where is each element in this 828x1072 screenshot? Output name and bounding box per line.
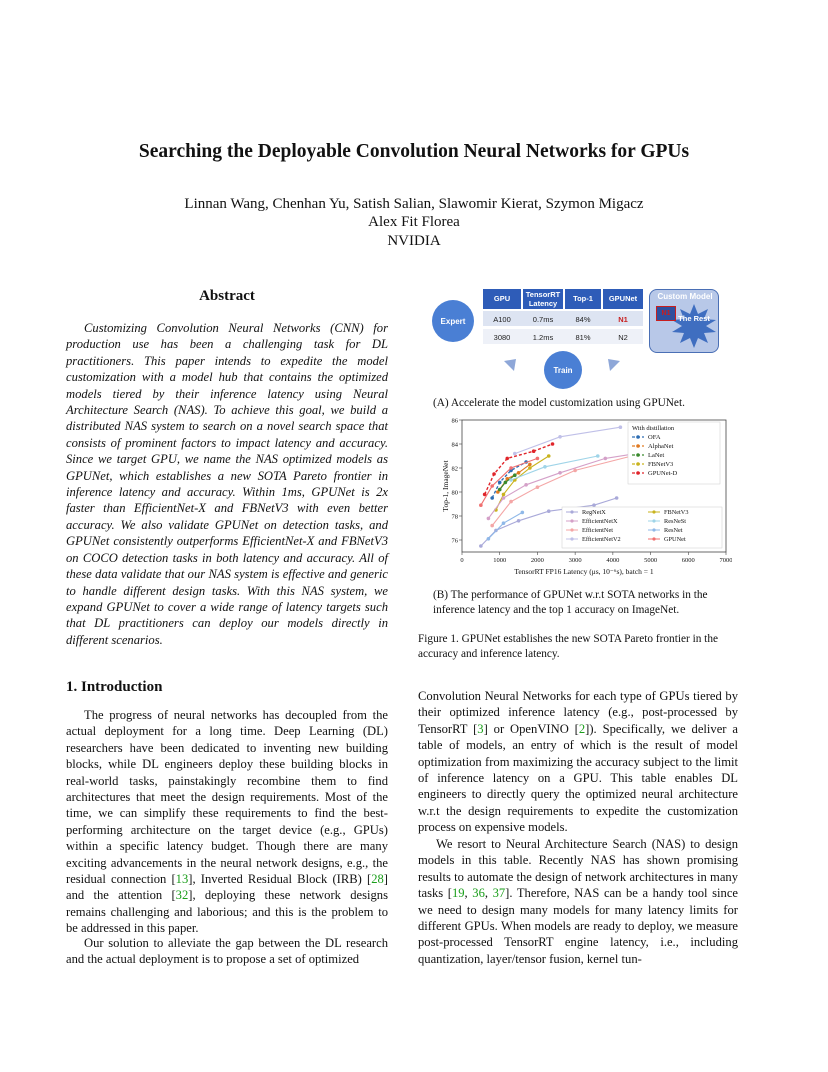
y-tick-label: 76 bbox=[451, 537, 458, 545]
legend-label: EfficientNet bbox=[582, 527, 614, 534]
x-tick-label: 4000 bbox=[606, 557, 620, 564]
expert-node bbox=[432, 300, 474, 342]
custom-model-box bbox=[649, 289, 719, 353]
series-line-GPUNet-D bbox=[485, 444, 553, 494]
table-cell: 0.7ms bbox=[532, 315, 554, 324]
legend-marker bbox=[636, 462, 640, 466]
x-tick-label: 6000 bbox=[681, 557, 695, 564]
legend-label: FBNetV3 bbox=[648, 461, 674, 468]
figure-a-diagram bbox=[420, 285, 720, 395]
custom-model-label: Custom Model bbox=[657, 292, 713, 301]
data-point-LaNet bbox=[513, 473, 517, 477]
latency-math: 1ms bbox=[281, 485, 302, 500]
y-tick-label: 86 bbox=[451, 417, 458, 425]
legend-label: AlphaNet bbox=[648, 443, 674, 450]
legend-marker bbox=[652, 528, 655, 531]
data-point-EfficientNetX bbox=[502, 496, 506, 500]
x-tick-label: 1000 bbox=[493, 557, 507, 564]
legend-marker bbox=[636, 435, 640, 439]
abstract-heading: Abstract bbox=[199, 288, 255, 304]
author-list: Linnan Wang, Chenhan Yu, Satish Salian, Slawomir Kierat, Szymon Migacz bbox=[184, 196, 644, 212]
legend-marker bbox=[636, 453, 640, 457]
data-point-ResNet bbox=[521, 511, 525, 515]
right-paragraph-2: We resort to Neural Architecture Search (NAS) to design models in this table. Recently NAS has shown promising results to automate the design of network architectures in many tasks [19, 36, 37]. Therefore, NAS can be a handy tool since we need to design many models for many latency limits for different GPUs. When models are ready to deploy, we measure post-processed TensorRT engine latency, i.e., including quantization, layer/tensor fusion, kernel tun- bbox=[418, 837, 739, 966]
table-header: GPUNet bbox=[603, 289, 643, 309]
data-point-GPUNet bbox=[536, 457, 540, 461]
expert-label: Expert bbox=[440, 316, 466, 326]
data-point-EfficientNetV2 bbox=[619, 425, 623, 429]
data-point-RegNetX bbox=[547, 509, 551, 513]
data-point-EfficientNetX bbox=[558, 471, 562, 475]
legend-label: RegNetX bbox=[582, 509, 606, 516]
data-point-EfficientNet bbox=[573, 469, 577, 473]
citation-link[interactable]: 2 bbox=[578, 721, 586, 736]
data-point-OFA bbox=[490, 496, 494, 500]
data-point-ResNet bbox=[502, 521, 506, 525]
data-point-AlphaNet bbox=[517, 471, 521, 475]
y-tick-label: 80 bbox=[451, 489, 458, 497]
data-point-GPUNet-D bbox=[551, 442, 555, 446]
legend-marker bbox=[652, 510, 655, 513]
legend-marker bbox=[652, 519, 655, 522]
abstract-text: Customizing Convolution Neural Networks (CNN) for production use has been a challenging task for DL practitioners. This paper intends to expedite the model customization with a model hub that contains the optimized models tiered by their inference latency using Neural Architecture Search (NAS). To achieve this goal, we build a distributed NAS system to search on a novel search space that consists of prominent factors to impact latency and accuracy. Since we target GPU, we name the NAS optimized models as GPUNet, which establishes a new SOTA Pareto frontier in inference latency and accuracy. Within 1ms, GPUNet is 2x faster than EfficientNet-X and FBNetV3 with even better accuracy. We also validate GPUNet on detection tasks, and GPUNet consistently outperforms EfficientNet-X and FBNetV3 on COCO detection tasks in both latency and accuracy. All of these data validate that our NAS system is effective and generic to handle different design tasks. With this NAS system, we expand GPUNet to cover a wide range of latency targets such that DL practitioners can deploy our models directly in different scenarios. bbox=[66, 321, 388, 647]
data-point-RegNetX bbox=[615, 496, 619, 500]
data-point-RegNetX bbox=[517, 519, 521, 523]
data-point-RegNetX bbox=[592, 503, 596, 507]
legend-label: LaNet bbox=[648, 452, 665, 459]
train-label: Train bbox=[553, 365, 573, 375]
train-node bbox=[544, 351, 582, 389]
table-cell: A100 bbox=[493, 315, 511, 324]
y-axis-label: Top-1, ImageNet bbox=[441, 460, 450, 512]
table-cell: N2 bbox=[618, 333, 628, 342]
data-point-GPUNet-D bbox=[505, 457, 509, 461]
x-axis-label: TensorRT FP16 Latency (μs, 10⁻⁶s), batch = 1 bbox=[514, 567, 654, 576]
legend-marker bbox=[652, 537, 655, 540]
x-tick-label: 3000 bbox=[568, 557, 582, 564]
data-point-EfficientNet bbox=[490, 524, 494, 528]
data-point-GPUNet bbox=[479, 503, 483, 507]
data-point-EfficientNetX bbox=[487, 517, 491, 521]
author-list-2: Alex Fit Florea bbox=[368, 214, 460, 230]
x-tick-label: 2000 bbox=[530, 557, 544, 564]
data-point-FBNetV3 bbox=[547, 454, 551, 458]
legend-label: ResNeSt bbox=[664, 518, 687, 525]
data-point-ResNeSt bbox=[543, 465, 547, 469]
table-header: GPU bbox=[483, 289, 521, 309]
data-point-GPUNet bbox=[490, 484, 494, 488]
x-tick-label: 5000 bbox=[644, 557, 658, 564]
right-paragraph-1: Convolution Neural Networks for each type of GPUs tiered by their optimized inference latency (e.g., post-processed by TensorRT [3] or OpenVINO [2]). Specifically, we deliver a table of models, an entry of which is the result of model optimization from maximizing the accuracy subject to the limit of inference latency on a GPU. This table enables DL engineers to directly query the optimized neural architecture w.r.t the design requirements to expedite the customization process on expensive models. bbox=[418, 689, 738, 835]
table-cell: N1 bbox=[618, 315, 628, 324]
legend-label: FBNetV3 bbox=[664, 509, 689, 516]
legend-label: OFA bbox=[648, 434, 661, 441]
citation-link[interactable]: 37 bbox=[492, 886, 506, 901]
data-point-FBNetV3 bbox=[502, 493, 506, 497]
table-cell: 3080 bbox=[493, 333, 511, 342]
legend-marker bbox=[570, 537, 573, 540]
legend-label: EfficientNetX bbox=[582, 518, 618, 525]
y-tick-label: 84 bbox=[451, 441, 458, 449]
y-tick-label: 82 bbox=[451, 465, 458, 473]
arrow-icon bbox=[606, 359, 620, 373]
table-header: TensorRT Latency bbox=[523, 289, 563, 309]
arrow-icon bbox=[504, 359, 518, 373]
data-point-EfficientNetX bbox=[604, 457, 608, 461]
n1-badge: N1 bbox=[656, 306, 676, 321]
legend-marker bbox=[570, 510, 573, 513]
data-point-RegNetX bbox=[479, 544, 483, 548]
legend-marker bbox=[570, 519, 573, 522]
paper-title: Searching the Deployable Convolution Neural Networks for GPUs bbox=[138, 141, 690, 162]
data-point-ResNeSt bbox=[509, 478, 513, 482]
citation-link[interactable]: 32 bbox=[175, 888, 189, 903]
data-point-OFA bbox=[498, 481, 502, 485]
table-cell: 81% bbox=[575, 333, 591, 342]
table-cell: 1.2ms bbox=[532, 333, 554, 342]
figure-b-chart bbox=[432, 414, 732, 582]
figure-a-caption: (A) Accelerate the model customization using GPUNet. bbox=[433, 397, 685, 409]
data-point-ResNeSt bbox=[596, 454, 600, 458]
data-point-LaNet bbox=[504, 481, 508, 485]
data-point-EfficientNet bbox=[536, 485, 540, 489]
citation-link[interactable]: 3 bbox=[477, 721, 484, 736]
table-header: Top-1 bbox=[565, 289, 601, 309]
figure-caption: Figure 1. GPUNet establishes the new SOTA Pareto frontier in the accuracy and inference latency. bbox=[418, 633, 718, 660]
data-point-GPUNet bbox=[509, 466, 513, 470]
data-point-ResNet bbox=[487, 537, 491, 541]
data-point-GPUNet-D bbox=[532, 449, 536, 453]
table-cell: 84% bbox=[575, 315, 591, 324]
citation-link[interactable]: 19 bbox=[451, 886, 465, 901]
citation-link[interactable]: 28 bbox=[371, 872, 384, 887]
legend-label: GPUNet-D bbox=[648, 470, 678, 477]
the-rest-burst-icon bbox=[672, 304, 716, 348]
citation-link[interactable]: 13 bbox=[175, 872, 189, 887]
legend-marker bbox=[636, 444, 640, 448]
data-point-FBNetV3 bbox=[528, 466, 532, 470]
y-tick-label: 78 bbox=[451, 513, 458, 521]
intro-paragraph-2: Our solution to alleviate the gap between the DL research and the actual deployment is to propose a set of optimized bbox=[66, 936, 388, 967]
legend-label: GPUNet bbox=[664, 536, 686, 543]
citation-link[interactable]: 36 bbox=[472, 886, 485, 901]
data-point-GPUNet-D bbox=[492, 472, 496, 476]
data-point-EfficientNetV2 bbox=[513, 452, 517, 456]
data-point-LaNet bbox=[498, 488, 502, 492]
x-tick-label: 7000 bbox=[719, 557, 732, 564]
legend-title: With distillation bbox=[632, 425, 675, 432]
data-point-EfficientNet bbox=[509, 500, 513, 504]
section-heading-introduction: 1. Introduction bbox=[66, 679, 163, 695]
data-point-AlphaNet bbox=[528, 463, 532, 467]
series-line-EfficientNetV2 bbox=[515, 427, 621, 453]
x-tick-label: 0 bbox=[460, 557, 464, 564]
data-point-EfficientNetX bbox=[524, 483, 528, 487]
figure-b-caption: (B) The performance of GPUNet w.r.t SOTA networks in the inference latency and the top 1 accuracy on ImageNet. bbox=[433, 589, 708, 616]
legend-marker bbox=[636, 471, 640, 475]
affiliation: NVIDIA bbox=[387, 233, 441, 249]
intro-paragraph-1: The progress of neural networks has decoupled from the actual deployment for a long time. Deep Learning (DL) researchers have been dedicated to inventing new building blocks, while DL engineers deploy these building blocks in real-world tasks, painstakingly recombine them to find architectures that meet the design requirements. Most of the time, we can simplify these requirements to find the best-performing architecture on the target device (e.g., GPUs) within a specific latency budget. Though there are many exciting advancements in the neural network designs, e.g., the residual connection [13], Inverted Residual Block (IRB) [28] and the attention [32], deploying these network designs remains challenging and laborious; and this is the problem to be addressed in this paper. bbox=[66, 708, 388, 936]
legend-label: ResNet bbox=[664, 527, 683, 534]
data-point-EfficientNetV2 bbox=[558, 435, 562, 439]
legend-label: EfficientNetV2 bbox=[582, 536, 621, 543]
the-rest-label: The Rest bbox=[678, 314, 710, 323]
legend-marker bbox=[570, 528, 573, 531]
